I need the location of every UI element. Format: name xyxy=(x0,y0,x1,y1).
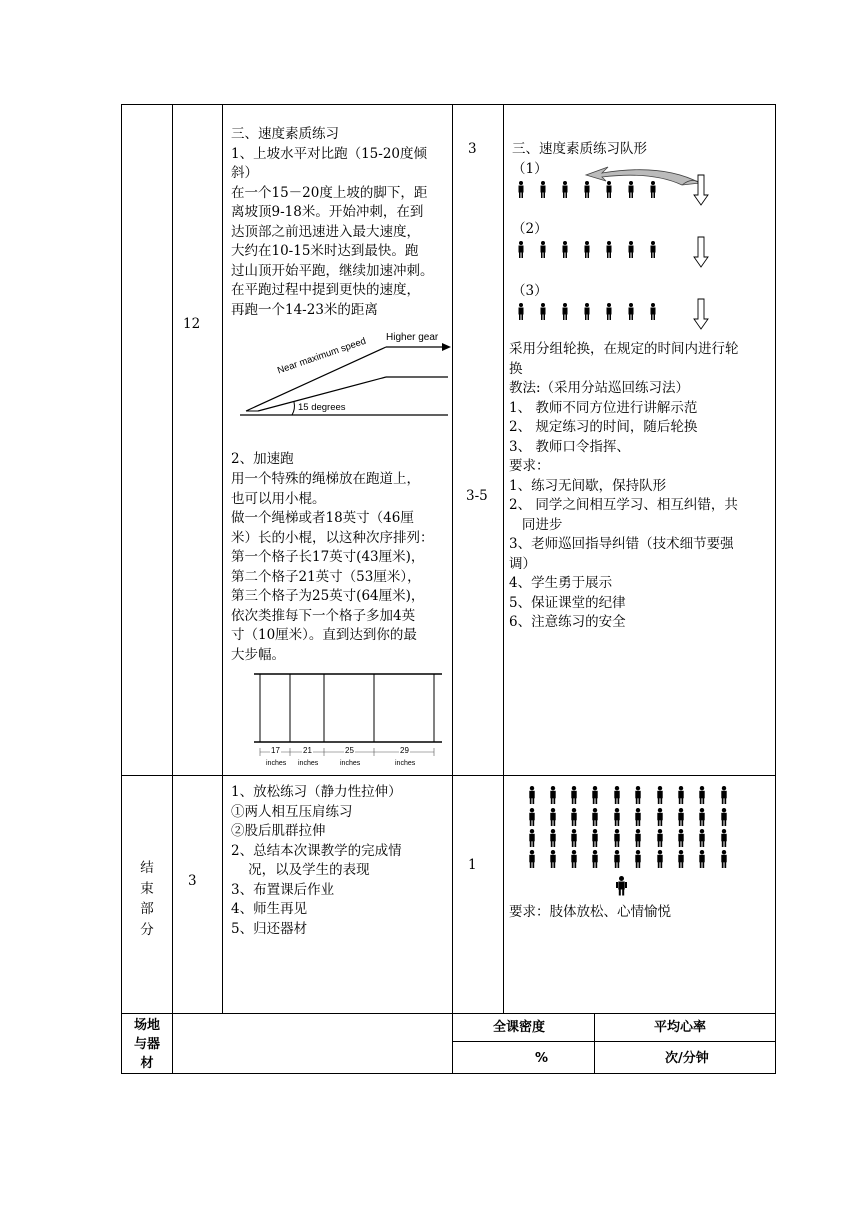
item1-desc-7: 再跑一个14-23米的距离 xyxy=(231,302,378,318)
req-item-5: 5、保证课堂的纪律 xyxy=(509,595,626,611)
item2-desc-2: 也可以用小棍。 xyxy=(231,491,326,507)
req-item-4: 4、学生勇于展示 xyxy=(509,575,613,591)
end-item-2: ①两人相互压肩练习 xyxy=(231,804,353,820)
end-item-8: 5、归还器材 xyxy=(231,921,308,937)
ladder-unit-2: inches xyxy=(298,760,319,767)
end-item-3: ②股后肌群拉伸 xyxy=(231,823,326,839)
req-item-6: 6、注意练习的安全 xyxy=(509,614,626,630)
teach-item-1: 1、 教师不同方位进行讲解示范 xyxy=(509,400,698,416)
item2-desc-5: 第一个格子长17英寸(43厘米)， xyxy=(231,549,425,565)
speed-reps-2: 3-5 xyxy=(466,488,488,504)
formation-2-label: （2） xyxy=(512,221,548,237)
end-reps: 1 xyxy=(468,857,477,873)
ladder-unit-1: inches xyxy=(266,760,287,767)
end-duration: 3 xyxy=(188,873,197,889)
req-item-3b: 调） xyxy=(509,556,536,572)
teach-item-2: 2、 规定练习的时间，随后轮换 xyxy=(509,419,698,435)
venue-label xyxy=(123,1016,171,1073)
ladder-figure xyxy=(248,668,448,774)
formation-heading: 三、速度素质练习队形 xyxy=(512,141,647,157)
item2-desc-1: 用一个特殊的绳梯放在跑道上， xyxy=(231,471,420,487)
ladder-unit-4: inches xyxy=(395,760,416,767)
near-max-speed-label: Near maximum speed xyxy=(276,335,368,377)
item1-desc-4: 大约在10-15米时达到最快。跑 xyxy=(231,243,419,259)
item2-desc-9: 寸（10厘米）。直到达到你的最 xyxy=(231,627,417,643)
item2-title: 2、加速跑 xyxy=(231,451,294,467)
end-section-label: 结束部分 xyxy=(140,860,154,938)
slope-figure xyxy=(236,330,452,420)
higher-gear-label: Higher gear xyxy=(386,332,439,343)
formation-3-label: （3） xyxy=(512,283,548,299)
formation-1-label: （1） xyxy=(512,161,548,177)
item2-desc-3: 做一个绳梯或者18英寸（46厘 xyxy=(231,510,414,526)
item1-desc-3: 达顶部之前迅速进入最大速度， xyxy=(231,224,420,240)
angle-label: 15 degrees xyxy=(298,402,346,413)
item2-desc-6: 第二个格子21英寸（53厘米）， xyxy=(231,569,421,585)
ladder-label-25: 25 xyxy=(345,746,354,755)
end-item-7: 4、师生再见 xyxy=(231,901,308,917)
method-line-1: 采用分组轮换，在规定的时间内进行轮 xyxy=(509,341,739,357)
venue-label-text: 场地与器材 xyxy=(133,1018,160,1071)
heart-rate-label: 平均心率 xyxy=(654,1020,707,1035)
item2-desc-8: 依次类推每下一个格子多加4英 xyxy=(231,608,416,624)
ladder-label-17: 17 xyxy=(271,746,280,755)
req-item-2: 2、 同学之间相互学习、相互纠错，共 xyxy=(509,497,738,513)
end-item-6: 3、布置课后作业 xyxy=(231,882,335,898)
end-formation xyxy=(526,783,746,903)
item2-desc-7: 第三个格子为25英寸(64厘米)， xyxy=(231,588,425,604)
ladder-unit-3: inches xyxy=(340,760,361,767)
item2-desc-10: 大步幅。 xyxy=(231,647,285,663)
item1-desc-2: 离坡顶9-18米。开始冲刺，在到 xyxy=(231,204,424,220)
item1-title-line1: 1、上坡水平对比跑（15-20度倾 xyxy=(231,146,428,162)
req-item-3: 3、老师巡回指导纠错（技术细节要强 xyxy=(509,536,734,552)
item1-desc-1: 在一个15－20度上坡的脚下，距 xyxy=(231,185,428,201)
end-item-4: 2、总结本次课教学的完成情 xyxy=(231,843,402,859)
teach-title: 教法:（采用分站巡回练习法） xyxy=(509,380,690,396)
end-item-5: 况，以及学生的表现 xyxy=(231,862,370,878)
teach-item-3: 3、 教师口令指挥、 xyxy=(509,439,630,455)
item1-title-line2: 斜） xyxy=(231,165,258,181)
speed-heading: 三、速度素质练习 xyxy=(231,126,339,142)
ladder-label-21: 21 xyxy=(303,746,312,755)
heart-rate-unit: 次/分钟 xyxy=(665,1051,709,1066)
speed-reps-1: 3 xyxy=(468,141,477,157)
req-item-1: 1、练习无间歇，保持队形 xyxy=(509,478,667,494)
ladder-label-29: 29 xyxy=(400,746,409,755)
item1-desc-5: 过山顶开始平跑，继续加速冲刺。 xyxy=(231,263,434,279)
method-line-2: 换 xyxy=(509,361,523,377)
formation-2 xyxy=(512,235,712,270)
speed-duration: 12 xyxy=(183,316,201,332)
req-item-2b: 同进步 xyxy=(509,517,563,533)
density-label: 全课密度 xyxy=(493,1020,546,1035)
item2-desc-4: 米）长的小棍，以这种次序排列： xyxy=(231,530,434,546)
end-requirement: 要求：肢体放松、心情愉悦 xyxy=(509,904,671,920)
formation-3 xyxy=(512,297,712,332)
density-unit: % xyxy=(535,1051,549,1066)
item1-desc-6: 在平跑过程中提到更快的速度， xyxy=(231,282,420,298)
req-title: 要求： xyxy=(509,458,550,474)
formation-1 xyxy=(512,165,712,210)
end-item-1: 1、放松练习（静力性拉伸） xyxy=(231,784,402,800)
